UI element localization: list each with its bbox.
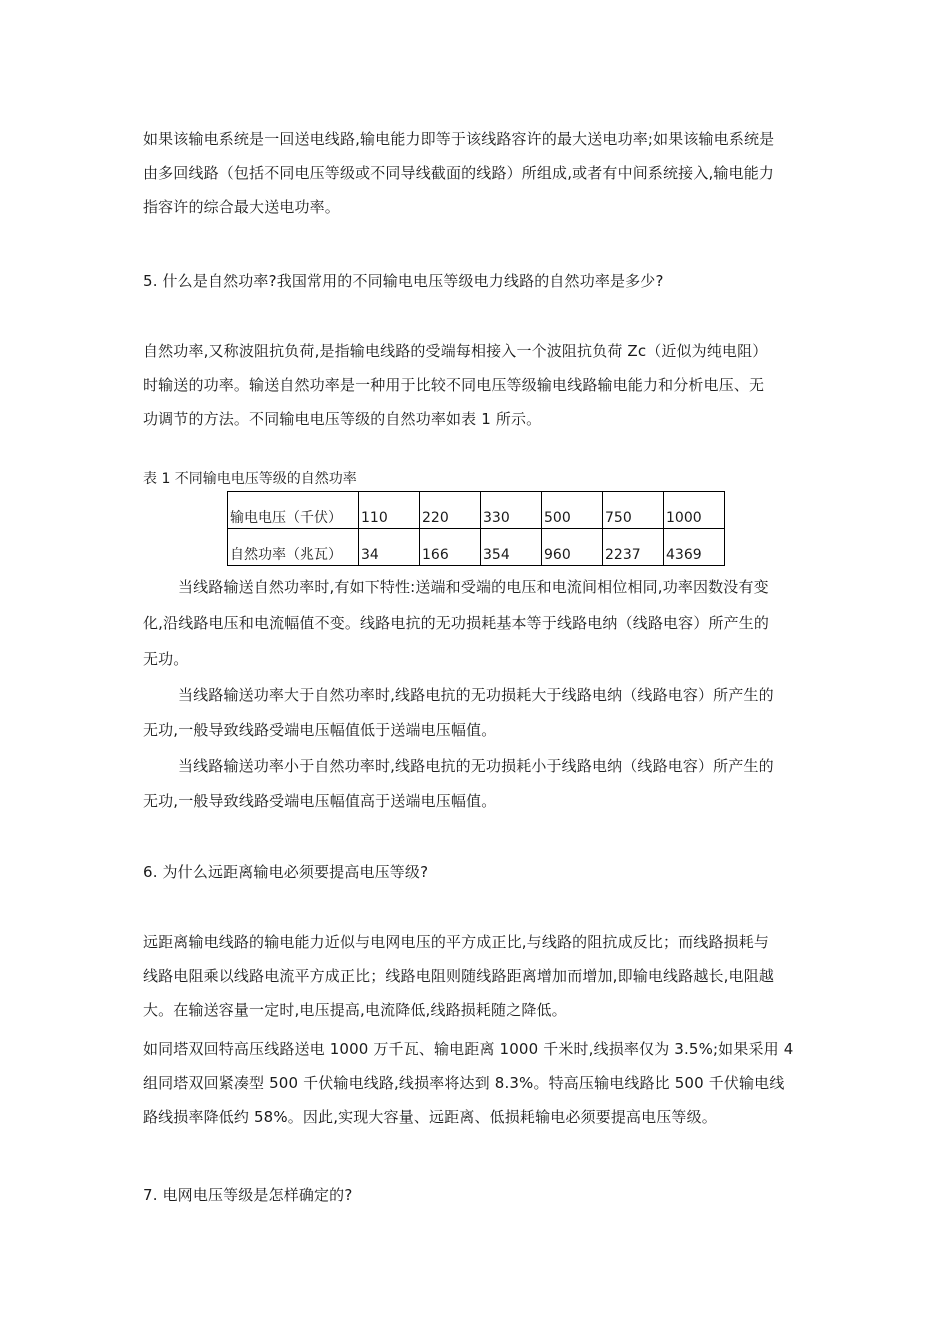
paragraph-line: 自然功率,又称波阻抗负荷,是指输电线路的受端每相接入一个波阻抗负荷 Zc（近似为纯电阻） [143,342,768,360]
table-cell: 自然功率（兆瓦） [228,529,359,566]
paragraph-line: 无功。 [143,650,189,668]
paragraph-line: 时输送的功率。输送自然功率是一种用于比较不同电压等级输电线路输电能力和分析电压、无 [143,376,765,394]
paragraph-line: 路线损率降低约 58%。因此,实现大容量、远距离、低损耗输电必须要提高电压等级。 [143,1108,717,1126]
paragraph-line: 当线路输送功率小于自然功率时,线路电抗的无功损耗小于线路电纳（线路电容）所产生的 [178,757,774,775]
paragraph-line: 当线路输送功率大于自然功率时,线路电抗的无功损耗大于线路电纳（线路电容）所产生的 [178,686,774,704]
natural-power-table [227,491,725,566]
table-cell: 330 [481,492,542,529]
table-cell: 354 [481,529,542,566]
paragraph-line: 如同塔双回特高压线路送电 1000 万千瓦、输电距离 1000 千米时,线损率仅为 3.5%;如果采用 4 [143,1040,794,1058]
question-7-heading: 7. 电网电压等级是怎样确定的? [143,1186,353,1204]
paragraph-line: 如果该输电系统是一回送电线路,输电能力即等于该线路容许的最大送电功率;如果该输电系统是 [143,130,775,148]
question-6-heading: 6. 为什么远距离输电必须要提高电压等级? [143,863,429,881]
table-cell: 500 [542,492,603,529]
paragraph-line: 当线路输送自然功率时,有如下特性:送端和受端的电压和电流间相位相同,功率因数没有变 [178,578,769,596]
paragraph-line: 由多回线路（包括不同电压等级或不同导线截面的线路）所组成,或者有中间系统接入,输电能力 [143,164,774,182]
paragraph-line: 化,沿线路电压和电流幅值不变。线路电抗的无功损耗基本等于线路电纳（线路电容）所产生的 [143,614,770,632]
table-caption: 表 1 不同输电电压等级的自然功率 [143,471,357,487]
paragraph-line: 指容许的综合最大送电功率。 [143,198,340,216]
table-cell: 1000 [664,492,725,529]
table-cell: 960 [542,529,603,566]
paragraph-line: 无功,一般导致线路受端电压幅值高于送端电压幅值。 [143,792,497,810]
paragraph-line: 线路电阻乘以线路电流平方成正比；线路电阻则随线路距离增加而增加,即输电线路越长,电阻越 [143,967,774,985]
table-cell: 110 [359,492,420,529]
paragraph-line: 远距离输电线路的输电能力近似与电网电压的平方成正比,与线路的阻抗成反比；而线路损耗与 [143,933,770,951]
paragraph-line: 功调节的方法。不同输电电压等级的自然功率如表 1 所示。 [143,410,542,428]
table-cell: 220 [420,492,481,529]
paragraph-line: 组同塔双回紧凑型 500 千伏输电线路,线损率将达到 8.3%。特高压输电线路比 500 千伏输电线 [143,1074,785,1092]
table-row [228,529,725,566]
table-cell: 750 [603,492,664,529]
table-cell: 166 [420,529,481,566]
table-cell: 34 [359,529,420,566]
table-cell: 2237 [603,529,664,566]
paragraph-line: 大。在输送容量一定时,电压提高,电流降低,线路损耗随之降低。 [143,1001,567,1019]
table-row [228,492,725,529]
question-5-heading: 5. 什么是自然功率?我国常用的不同输电电压等级电力线路的自然功率是多少? [143,272,664,290]
table-cell: 4369 [664,529,725,566]
table-cell: 输电电压（千伏） [228,492,359,529]
paragraph-line: 无功,一般导致线路受端电压幅值低于送端电压幅值。 [143,721,497,739]
